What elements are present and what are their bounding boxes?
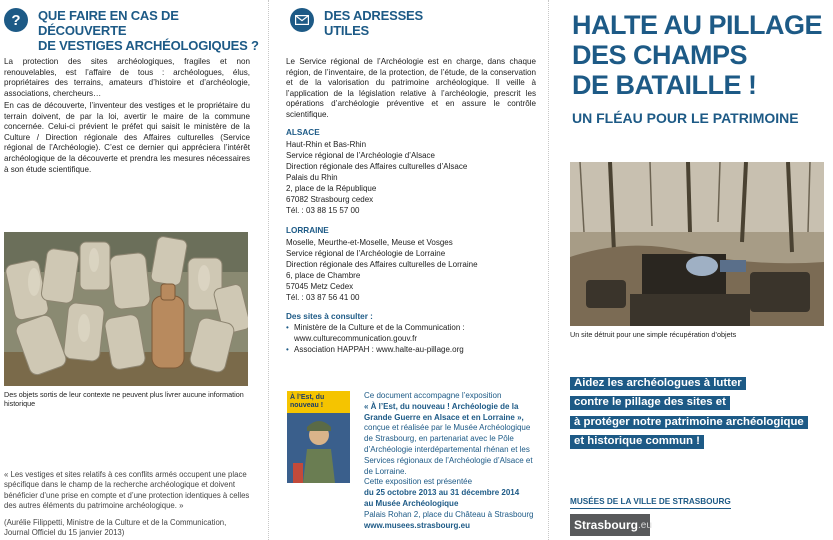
discovery-paragraph-1: La protection des sites archéologiques, fragiles et non renouvelables, est l’affaire de tous : archéologues, élus, propriétaires des terrains, amateurs d’histoire et d’archéologie, associations, chercheurs… <box>4 57 250 98</box>
websites-title: Des sites à consulter : <box>286 312 373 321</box>
lorraine-title: LORRAINE <box>286 226 329 235</box>
website-item: • Ministère de la Culture et de la Communication : <box>286 323 465 332</box>
exhibition-address: Palais Rohan 2, place du Château à Strasbourg <box>364 509 534 519</box>
museum-website-link[interactable]: www.musees.strasbourg.eu <box>364 520 470 530</box>
forest-pit-image <box>570 162 824 326</box>
lorraine-phone: Tél. : 03 87 56 41 00 <box>286 292 360 302</box>
lorraine-line: Direction régionale des Affaires culturelles de Lorraine <box>286 259 478 269</box>
discovery-title-line1: QUE FAIRE EN CAS DE DÉCOUVERTE <box>38 8 179 38</box>
column-cover <box>560 0 833 540</box>
cover-title-line: HALTE AU PILLAGE <box>572 10 822 40</box>
exhibition-shown: Cette exposition est présentée <box>364 477 473 487</box>
lorraine-block <box>286 226 538 303</box>
discovery-title-line2: DE VESTIGES ARCHÉOLOGIQUES ? <box>38 38 259 53</box>
addresses-title-line2: UTILES <box>324 23 370 38</box>
column-divider <box>548 0 549 540</box>
cover-title-line: DES CHAMPS <box>572 40 748 70</box>
discovery-paragraph-2: En cas de découverte, l’inventeur des vestiges et le propriétaire du terrain doivent, de par la loi, avertir le maire de la commune concernée. Celui-ci prévient le préfet qui saisit le ministère de la Culture / Direction régionale des Affaires culturelles (Service régional de l’Archéologie). C’est ce dernier qui appréciera l’intérêt archéologique de la découverte et prendra les mesures nécessaires à son étude scientifique. <box>4 101 250 174</box>
alsace-line: Haut-Rhin et Bas-Rhin <box>286 139 367 149</box>
poster-illustration <box>287 413 350 483</box>
exhibition-description: conçue et réalisée par le Musée Archéologique de Strasbourg, en partenariat avec le Pôle d’Archéologie interdépartemental rhénan et les Services régionaux de l’Archéologie d’Alsace et de Lorraine. <box>364 423 533 476</box>
bottles-image <box>4 232 248 386</box>
bullet-icon: • <box>286 345 289 354</box>
bullet-icon: • <box>286 323 289 332</box>
alsace-line: Service régional de l’Archéologie d’Alsace <box>286 150 435 160</box>
lorraine-line: 6, place de Chambre <box>286 270 361 280</box>
bottles-photo <box>4 232 248 386</box>
poster-title: À l’Est, du nouveau ! <box>290 394 325 409</box>
exhibition-title: « À l’Est, du nouveau ! Archéologie de la Grande Guerre en Alsace et en Lorraine », <box>364 401 524 422</box>
column-discovery <box>0 0 260 540</box>
question-mark-icon: ? <box>4 8 28 32</box>
quote-text: « Les vestiges et sites relatifs à ces conflits armés occupent une place spécifique dans le champ de la recherche archéologique et doivent bénéficier d’une prise en compte et d’une protection identiques à celles des autres éléments du patrimoine archéologique. » <box>4 470 250 510</box>
alsace-line: Direction régionale des Affaires culturelles d’Alsace <box>286 161 468 171</box>
exhibition-venue: au Musée Archéologique <box>364 498 459 508</box>
discovery-heading <box>4 8 260 53</box>
destroyed-site-caption: Un site détruit pour une simple récupération d’objets <box>570 330 737 339</box>
lorraine-line: 57045 Metz Cedex <box>286 281 354 291</box>
logo-suffix: .eu <box>638 519 652 531</box>
addresses-title-line1: DES ADRESSES <box>324 8 423 23</box>
websites-block <box>286 311 538 355</box>
cover-subtitle: UN FLÉAU POUR LE PATRIMOINE <box>572 110 799 126</box>
lorraine-line: Moselle, Meurthe-et-Moselle, Meuse et Vosges <box>286 237 453 247</box>
column-addresses <box>278 0 540 540</box>
envelope-icon <box>290 8 314 32</box>
alsace-line: Palais du Rhin <box>286 172 338 182</box>
alsace-phone: Tél. : 03 88 15 57 00 <box>286 205 360 215</box>
cta-line: contre le pillage des sites et <box>570 396 730 409</box>
exhibition-intro: Ce document accompagne l’exposition <box>364 391 502 400</box>
cover-title <box>572 10 822 100</box>
alsace-title: ALSACE <box>286 128 320 137</box>
cta-line: et historique commun ! <box>570 435 704 448</box>
logo-text: Strasbourg <box>574 518 639 532</box>
destroyed-site-photo <box>570 162 824 326</box>
lorraine-line: Service régional de l’Archéologie de Lorraine <box>286 248 446 258</box>
happah-website-link[interactable]: Association HAPPAH : www.halte-au-pillage.org <box>294 345 464 354</box>
addresses-intro: Le Service régional de l’Archéologie est en charge, dans chaque région, de l’inventaire, de la protection, de l’étude, de la conservation et de la valorisation du patrimoine archéologique. Il veille à l’application de la législation relative à l’archéologie, prescrit les opérations d’archéologie préventive et en assure le contrôle scientifique. <box>286 57 536 119</box>
exhibition-poster <box>287 391 350 483</box>
cta-line: Aidez les archéologues à lutter <box>570 377 746 390</box>
cover-title-line: DE BATAILLE ! <box>572 70 757 100</box>
alsace-line: 67082 Strasbourg cedex <box>286 194 374 204</box>
culture-website-link[interactable]: www.culturecommunication.gouv.fr <box>294 334 418 343</box>
website-item[interactable] <box>286 344 538 355</box>
quote-source: (Aurélie Filippetti, Ministre de la Culture et de la Communication, Journal Officiel du 15 janvier 2013) <box>4 518 227 538</box>
alsace-line: 2, place de la République <box>286 183 377 193</box>
cta-line: à protéger notre patrimoine archéologique <box>570 416 808 429</box>
exhibition-info <box>364 391 540 531</box>
call-to-action <box>570 373 832 451</box>
alsace-block <box>286 128 536 216</box>
addresses-heading <box>290 8 423 38</box>
bottles-photo-caption: Des objets sortis de leur contexte ne peuvent plus livrer aucune information historique <box>4 390 244 409</box>
exhibition-dates: du 25 octobre 2013 au 31 décembre 2014 <box>364 488 520 498</box>
column-divider <box>268 0 269 540</box>
strasbourg-logo <box>570 514 650 536</box>
museum-label: MUSÉES DE LA VILLE DE STRASBOURG <box>570 497 731 509</box>
